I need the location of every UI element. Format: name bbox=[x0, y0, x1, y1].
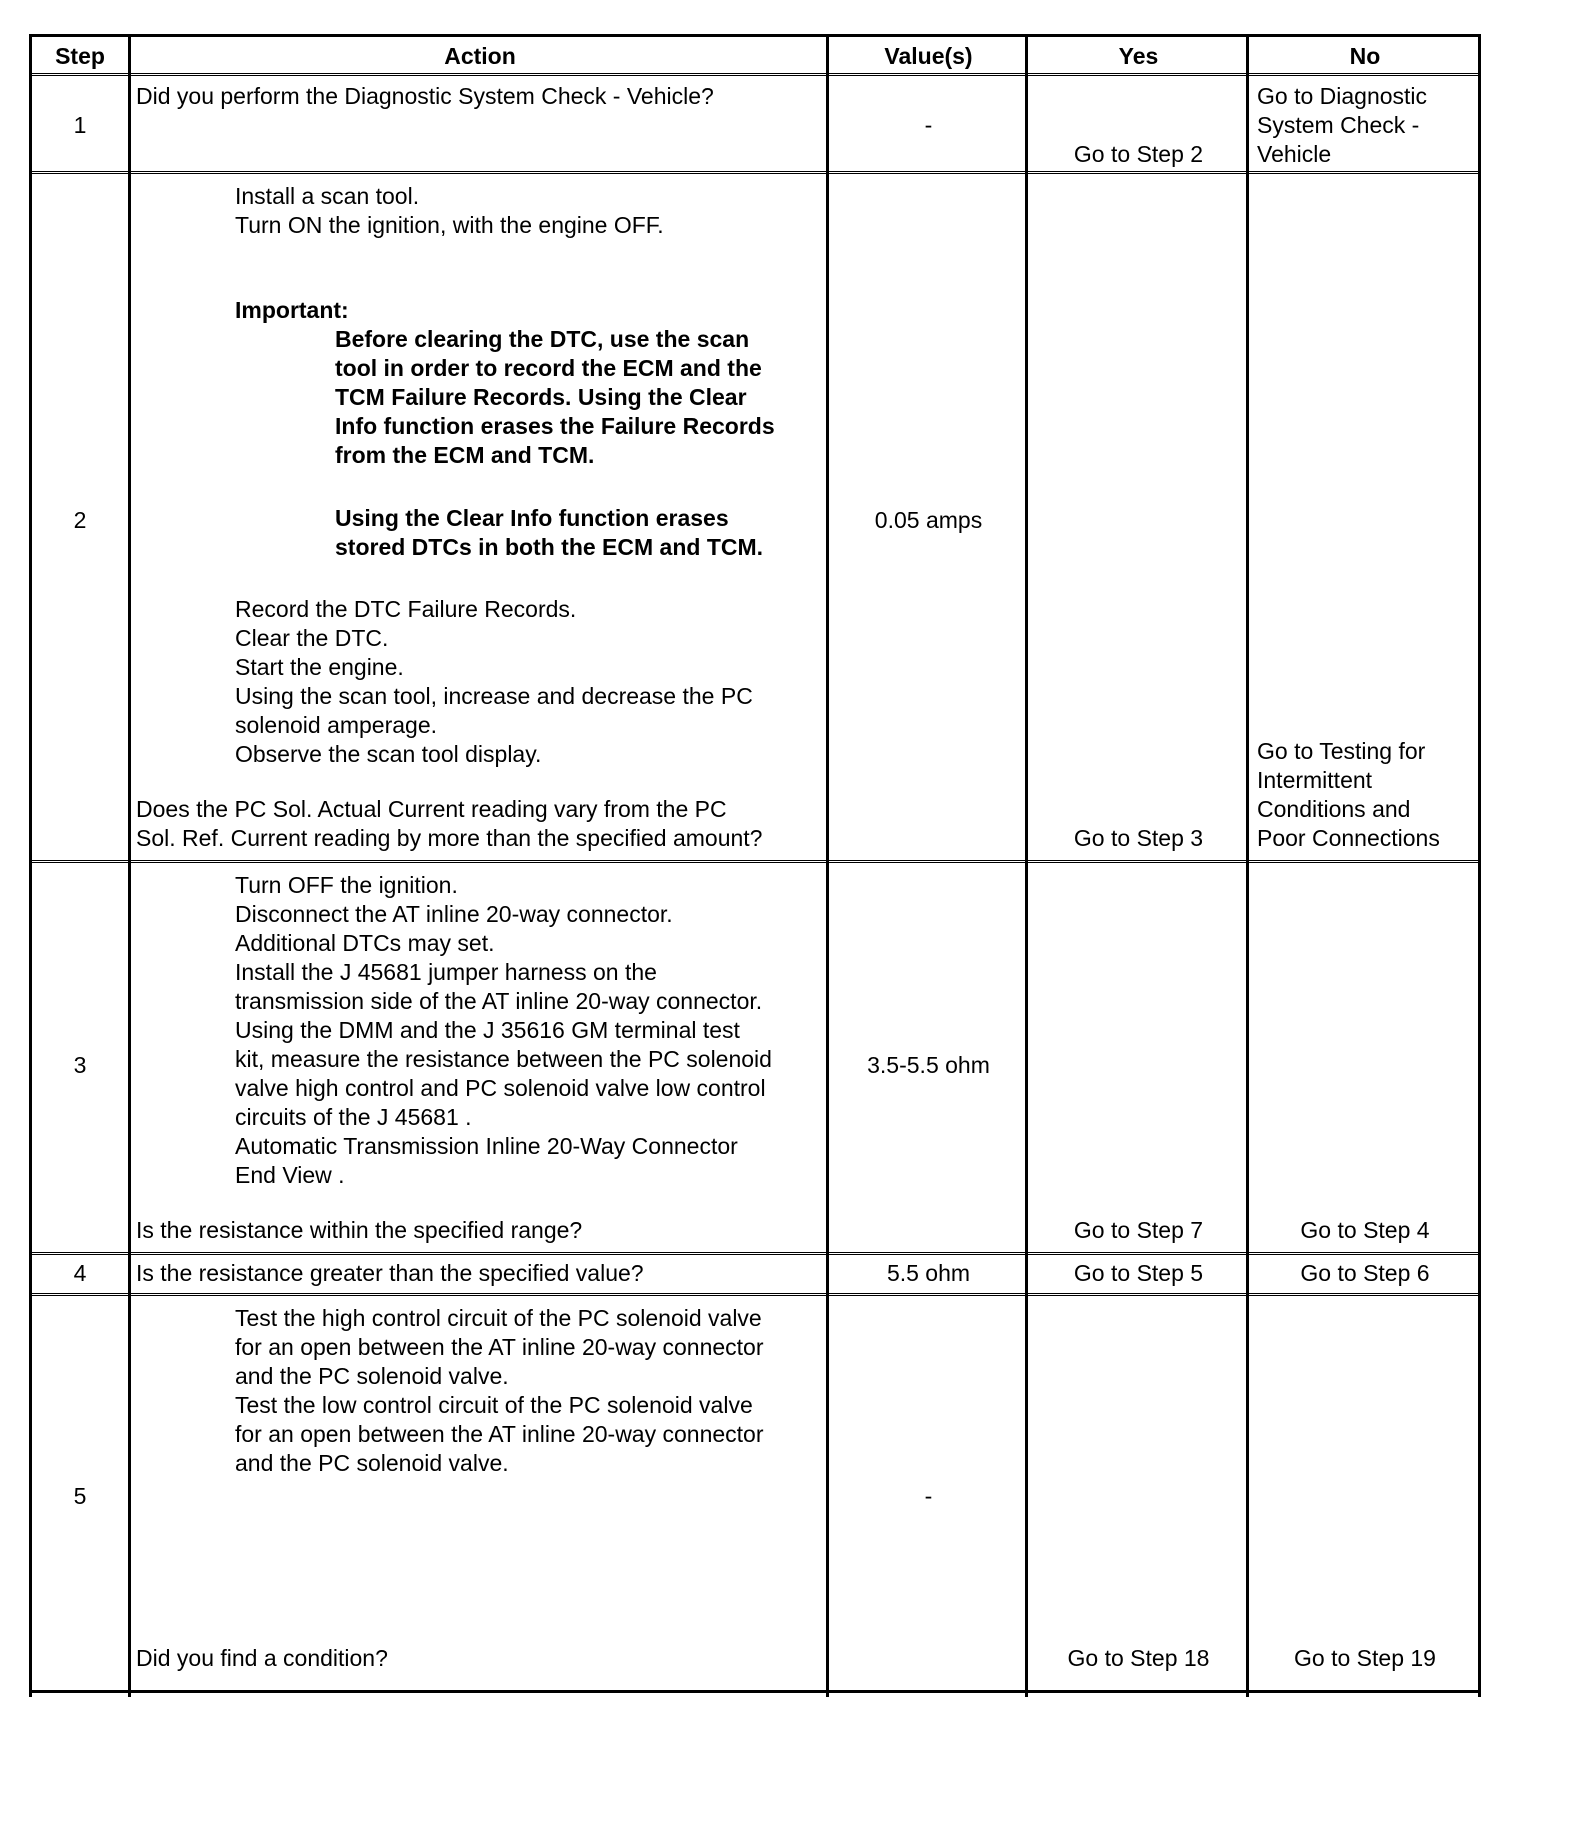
diagnostic-table bbox=[29, 34, 1481, 1697]
header-action: Action bbox=[444, 43, 516, 69]
yes-cell: Go to Step 3 bbox=[1073, 825, 1204, 851]
action-steps: Turn OFF the ignition. Disconnect the AT inline 20-way connector. Additional DTCs may set. Install the J 45681 jumper harness on the transmission side of the AT inline 20-way connector. Using the DMM and the J 35616 GM terminal test kit, measure the resistance between the PC solenoid valve high control and PC solenoid valve low control circuits of the J 45681 . Automatic Transmission Inline 20-Way Connector End View . bbox=[235, 872, 772, 1188]
action-steps: Record the DTC Failure Records. Clear the DTC. Start the engine. Using the scan tool, increase and decrease the PC solenoid amperage. Observe the scan tool display. bbox=[235, 596, 753, 767]
step-number: 1 bbox=[73, 112, 87, 138]
yes-cell: Go to Step 5 bbox=[1073, 1260, 1204, 1286]
action-question: Is the resistance within the specified range? bbox=[136, 1217, 583, 1243]
header-no: No bbox=[1349, 43, 1381, 69]
yes-cell: Go to Step 7 bbox=[1073, 1217, 1204, 1243]
value-cell: 5.5 ohm bbox=[886, 1260, 971, 1286]
yes-cell: Go to Step 2 bbox=[1073, 141, 1204, 167]
no-cell: Go to Step 19 bbox=[1294, 1645, 1436, 1671]
no-cell: Go to Step 4 bbox=[1300, 1217, 1430, 1243]
no-cell: Go to Step 6 bbox=[1300, 1260, 1430, 1286]
important-label: Important: bbox=[235, 297, 349, 323]
table-border-top bbox=[29, 34, 1481, 37]
important-note: Using the Clear Info function erases stored DTCs in both the ECM and TCM. bbox=[335, 505, 764, 560]
row-divider bbox=[29, 1293, 1481, 1300]
action-steps: Test the high control circuit of the PC solenoid valve for an open between the AT inline 20-way connector and the PC solenoid valve. Test the low control circuit of the PC solenoid valve for an open between the AT inline 20-way connector and the PC solenoid valve. bbox=[235, 1305, 764, 1476]
action-question: Is the resistance greater than the specified value? bbox=[136, 1260, 644, 1286]
action-question: Does the PC Sol. Actual Current reading vary from the PC Sol. Ref. Current reading by more than the specified amount? bbox=[136, 796, 763, 851]
yes-cell: Go to Step 18 bbox=[1067, 1645, 1210, 1671]
action-question: Did you perform the Diagnostic System Check - Vehicle? bbox=[136, 83, 714, 109]
row-divider bbox=[29, 171, 1481, 178]
no-cell: Go to Diagnostic System Check - Vehicle bbox=[1257, 83, 1428, 167]
value-cell: - bbox=[924, 1483, 933, 1509]
header-yes: Yes bbox=[1118, 43, 1159, 69]
header-divider bbox=[29, 73, 1481, 80]
value-cell: 3.5-5.5 ohm bbox=[867, 1052, 990, 1078]
no-cell: Go to Testing for Intermittent Conditions and Poor Connections bbox=[1257, 738, 1440, 851]
step-number: 3 bbox=[73, 1052, 87, 1078]
table-border-bottom bbox=[29, 1690, 1481, 1693]
step-number: 5 bbox=[73, 1483, 87, 1509]
action-question: Did you find a condition? bbox=[136, 1645, 388, 1671]
action-steps: Install a scan tool. Turn ON the ignition, with the engine OFF. bbox=[235, 183, 664, 238]
row-divider bbox=[29, 1252, 1481, 1259]
row-divider bbox=[29, 860, 1481, 867]
value-cell: - bbox=[924, 112, 933, 138]
header-values: Value(s) bbox=[884, 43, 973, 69]
step-number: 4 bbox=[73, 1260, 87, 1286]
header-step: Step bbox=[55, 43, 105, 69]
value-cell: 0.05 amps bbox=[874, 507, 983, 533]
step-number: 2 bbox=[73, 507, 87, 533]
important-note: Before clearing the DTC, use the scan tool in order to record the ECM and the TCM Failure Records. Using the Clear Info function erases the Failure Records from the ECM and TCM. bbox=[335, 326, 775, 468]
